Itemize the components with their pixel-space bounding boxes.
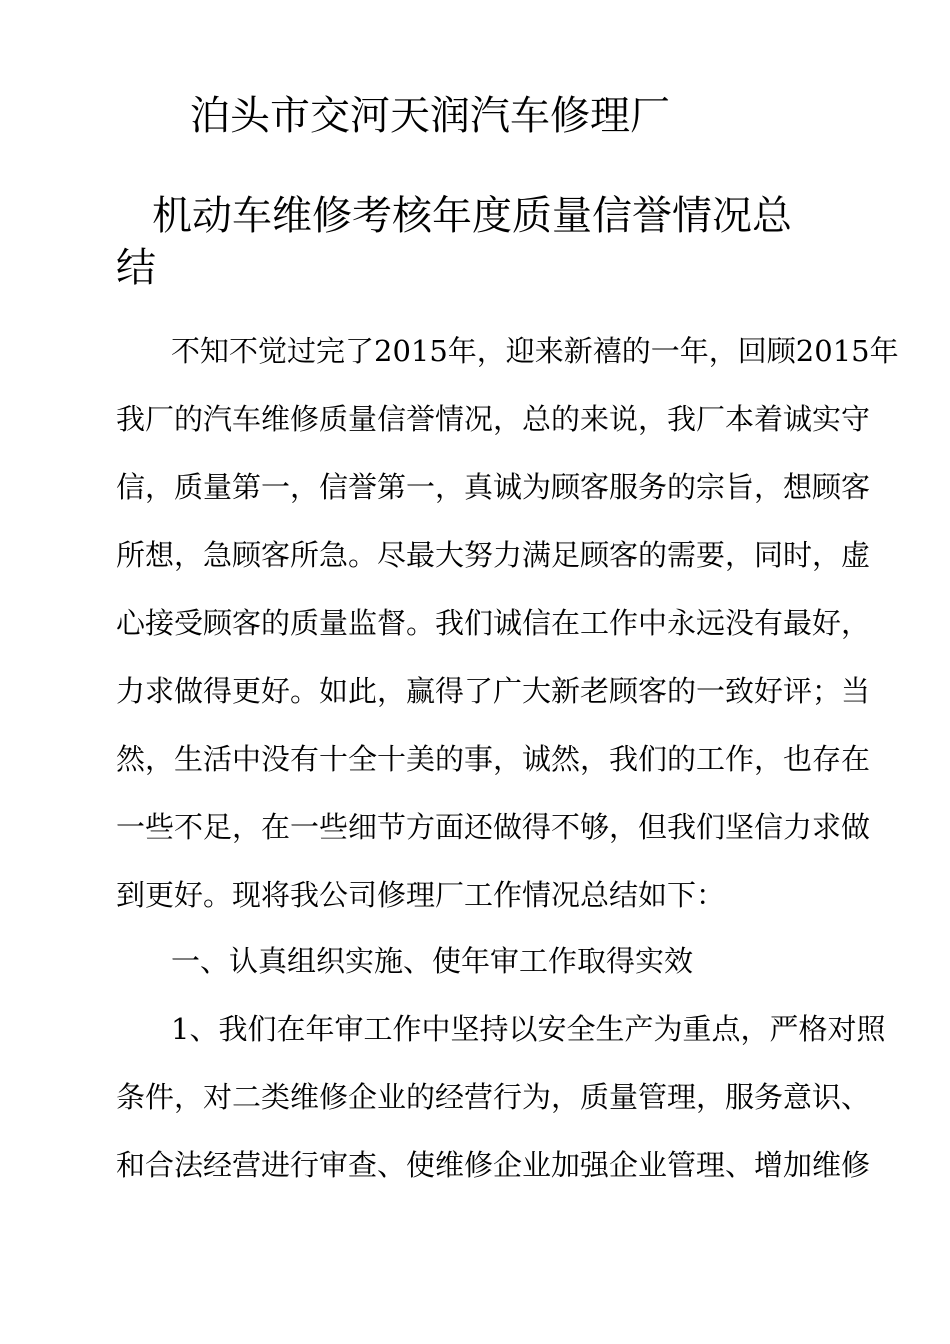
text-line-1: 不知不觉过完了2015年，迎来新禧的一年，回顾2015年	[171, 334, 899, 368]
section-heading-1: 一、认真组织实施、使年审工作取得实效	[171, 944, 694, 978]
text-line-3: 信，质量第一，信誉第一，真诚为顾客服务的宗旨，想顾客	[116, 470, 871, 504]
text-line-12: 条件，对二类维修企业的经营行为，质量管理，服务意识、	[116, 1080, 871, 1114]
text-line-13: 和合法经营进行审查、使维修企业加强企业管理、增加维修	[116, 1148, 871, 1182]
document-title-line1: 泊头市交河天润汽车修理厂	[190, 93, 670, 139]
text-line-9: 到更好。现将我公司修理厂工作情况总结如下：	[116, 878, 726, 912]
text-line-4: 所想，急顾客所急。尽最大努力满足顾客的需要，同时，虚	[116, 538, 871, 572]
document-title-line2: 机动车维修考核年度质量信誉情况总结	[116, 193, 792, 291]
text-line-2: 我厂的汽车维修质量信誉情况，总的来说，我厂本着诚实守	[116, 402, 871, 436]
text-line-6: 力求做得更好。如此，赢得了广大新老顾客的一致好评；当	[116, 674, 871, 708]
text-line-7: 然，生活中没有十全十美的事，诚然，我们的工作，也存在	[116, 742, 871, 776]
text-line-5: 心接受顾客的质量监督。我们诚信在工作中永远没有最好，	[116, 606, 871, 640]
text-line-8: 一些不足，在一些细节方面还做得不够，但我们坚信力求做	[116, 810, 871, 844]
text-line-11: 1、我们在年审工作中坚持以安全生产为重点，严格对照	[171, 1012, 886, 1046]
